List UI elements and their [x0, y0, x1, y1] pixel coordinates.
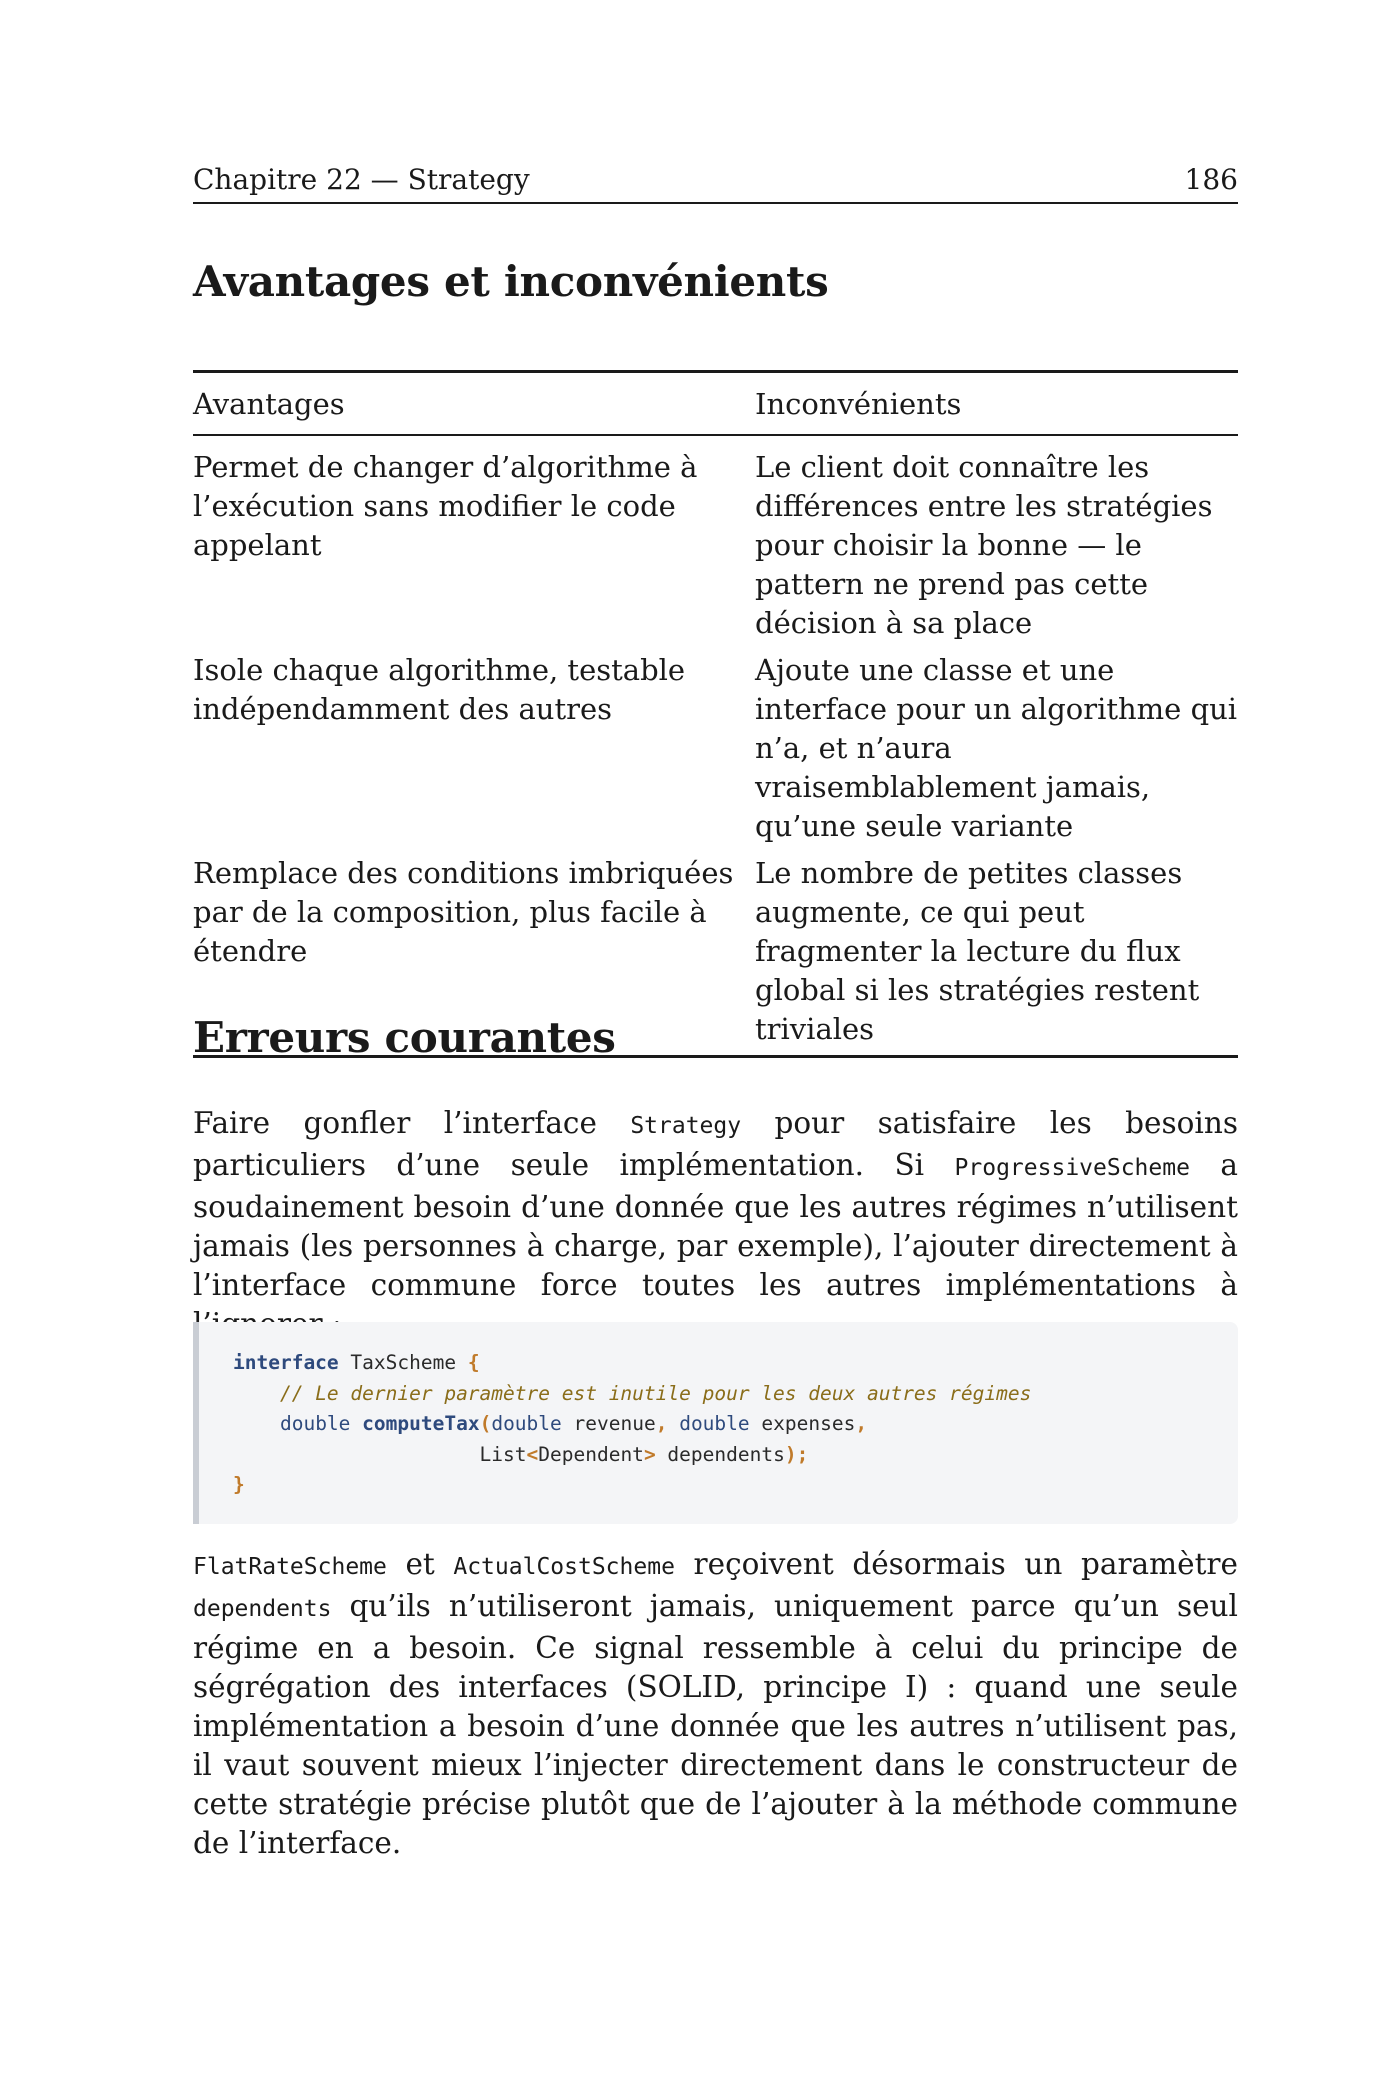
body-paragraph	[193, 1545, 1238, 1863]
section-heading-errors: Erreurs courantes	[193, 1013, 616, 1062]
drawback-cell: Ajoute une classe et une interface pour un algorithme qui n’a, et n’aura vraisemblablement jamais, qu’une seule variante	[755, 653, 1238, 843]
code-token: double	[279, 1412, 351, 1435]
code-token: revenue	[561, 1412, 656, 1435]
code-token: (	[479, 1412, 492, 1435]
code-token: >	[643, 1442, 656, 1466]
code-token: double	[491, 1412, 562, 1435]
code-comment: // Le dernier paramètre est inutile pour les deux autres régimes	[279, 1381, 1032, 1405]
page-number: 186	[1184, 163, 1238, 196]
inline-code: dependents	[193, 1596, 332, 1622]
inline-code: ActualCostScheme	[453, 1554, 675, 1580]
code-token: {	[467, 1351, 480, 1374]
code-token: }	[233, 1473, 245, 1496]
text-run: reçoivent désormais un paramètre	[674, 1547, 1238, 1581]
code-token: );	[784, 1442, 809, 1466]
code-line	[233, 1379, 1238, 1410]
body-paragraph	[193, 1104, 1238, 1344]
code-token: List	[479, 1442, 527, 1466]
code-token: Dependent	[538, 1442, 644, 1466]
column-header-drawbacks: Inconvénients	[755, 372, 1238, 436]
code-token: dependents	[655, 1442, 785, 1466]
chapter-title: Chapitre 22 — Strategy	[193, 163, 530, 196]
code-token: ,	[655, 1412, 668, 1435]
section-heading-advantages: Avantages et inconvénients	[193, 257, 829, 306]
inline-code: FlatRateScheme	[193, 1554, 387, 1580]
pros-cons-table	[193, 370, 1238, 1058]
advantage-cell: Isole chaque algorithme, testable indépendamment des autres	[193, 653, 686, 726]
code-line	[233, 1409, 1238, 1440]
advantage-cell: Permet de changer d’algorithme à l’exécution sans modifier le code appelant	[193, 450, 698, 562]
code-token: <	[526, 1442, 539, 1466]
drawback-cell: Le nombre de petites classes augmente, ce qui peut fragmenter la lecture du flux global si les stratégies restent triviales	[755, 856, 1200, 1046]
text-run: qu’ils n’utiliseront jamais, uniquement parce qu’un seul régime en a besoin. Ce signal ressemble à celui du principe de ségrégation des interfaces (SOLID, principe I) : quand une seule implémentation a besoin d’une donnée que les autres n’utilisent pas, il vaut souvent mieux l’injecter directement dans le constructeur de cette stratégie précise plutôt que de l’ajouter à la méthode commune de l’interface.	[193, 1589, 1238, 1860]
code-token: double	[679, 1412, 750, 1435]
running-header	[193, 163, 1238, 204]
code-block	[193, 1322, 1238, 1524]
table-row	[193, 651, 1238, 854]
code-token: expenses	[749, 1412, 856, 1435]
drawback-cell: Le client doit connaître les différences entre les stratégies pour choisir la bonne — le pattern ne prend pas cette décision à sa place	[755, 450, 1213, 640]
code-token: interface	[233, 1351, 339, 1374]
advantage-cell: Remplace des conditions imbriquées par de la composition, plus facile à étendre	[193, 856, 734, 968]
text-run: et	[386, 1547, 454, 1581]
code-line	[233, 1440, 1238, 1471]
inline-code: ProgressiveScheme	[954, 1155, 1190, 1181]
code-line	[233, 1470, 1238, 1501]
code-token: TaxScheme	[338, 1351, 468, 1374]
code-line	[233, 1348, 1238, 1379]
text-run: a soudainement besoin d’une donnée que les autres régimes n’utilisent jamais (les personnes à charge, par exemple), l’ajouter directement à l’interface commune force toutes les autres implémentations à	[193, 1148, 1238, 1302]
text-run: pour satisfaire les besoins particuliers d’une seule implémentation. Si	[193, 1106, 1238, 1182]
table-row	[193, 435, 1238, 651]
inline-code: Strategy	[630, 1113, 742, 1139]
table-header-row	[193, 372, 1238, 436]
code-token: computeTax	[362, 1412, 480, 1435]
code-token: ,	[855, 1412, 868, 1435]
text-run: Faire gonfler l’interface	[193, 1106, 631, 1140]
column-header-advantages: Avantages	[193, 372, 755, 436]
